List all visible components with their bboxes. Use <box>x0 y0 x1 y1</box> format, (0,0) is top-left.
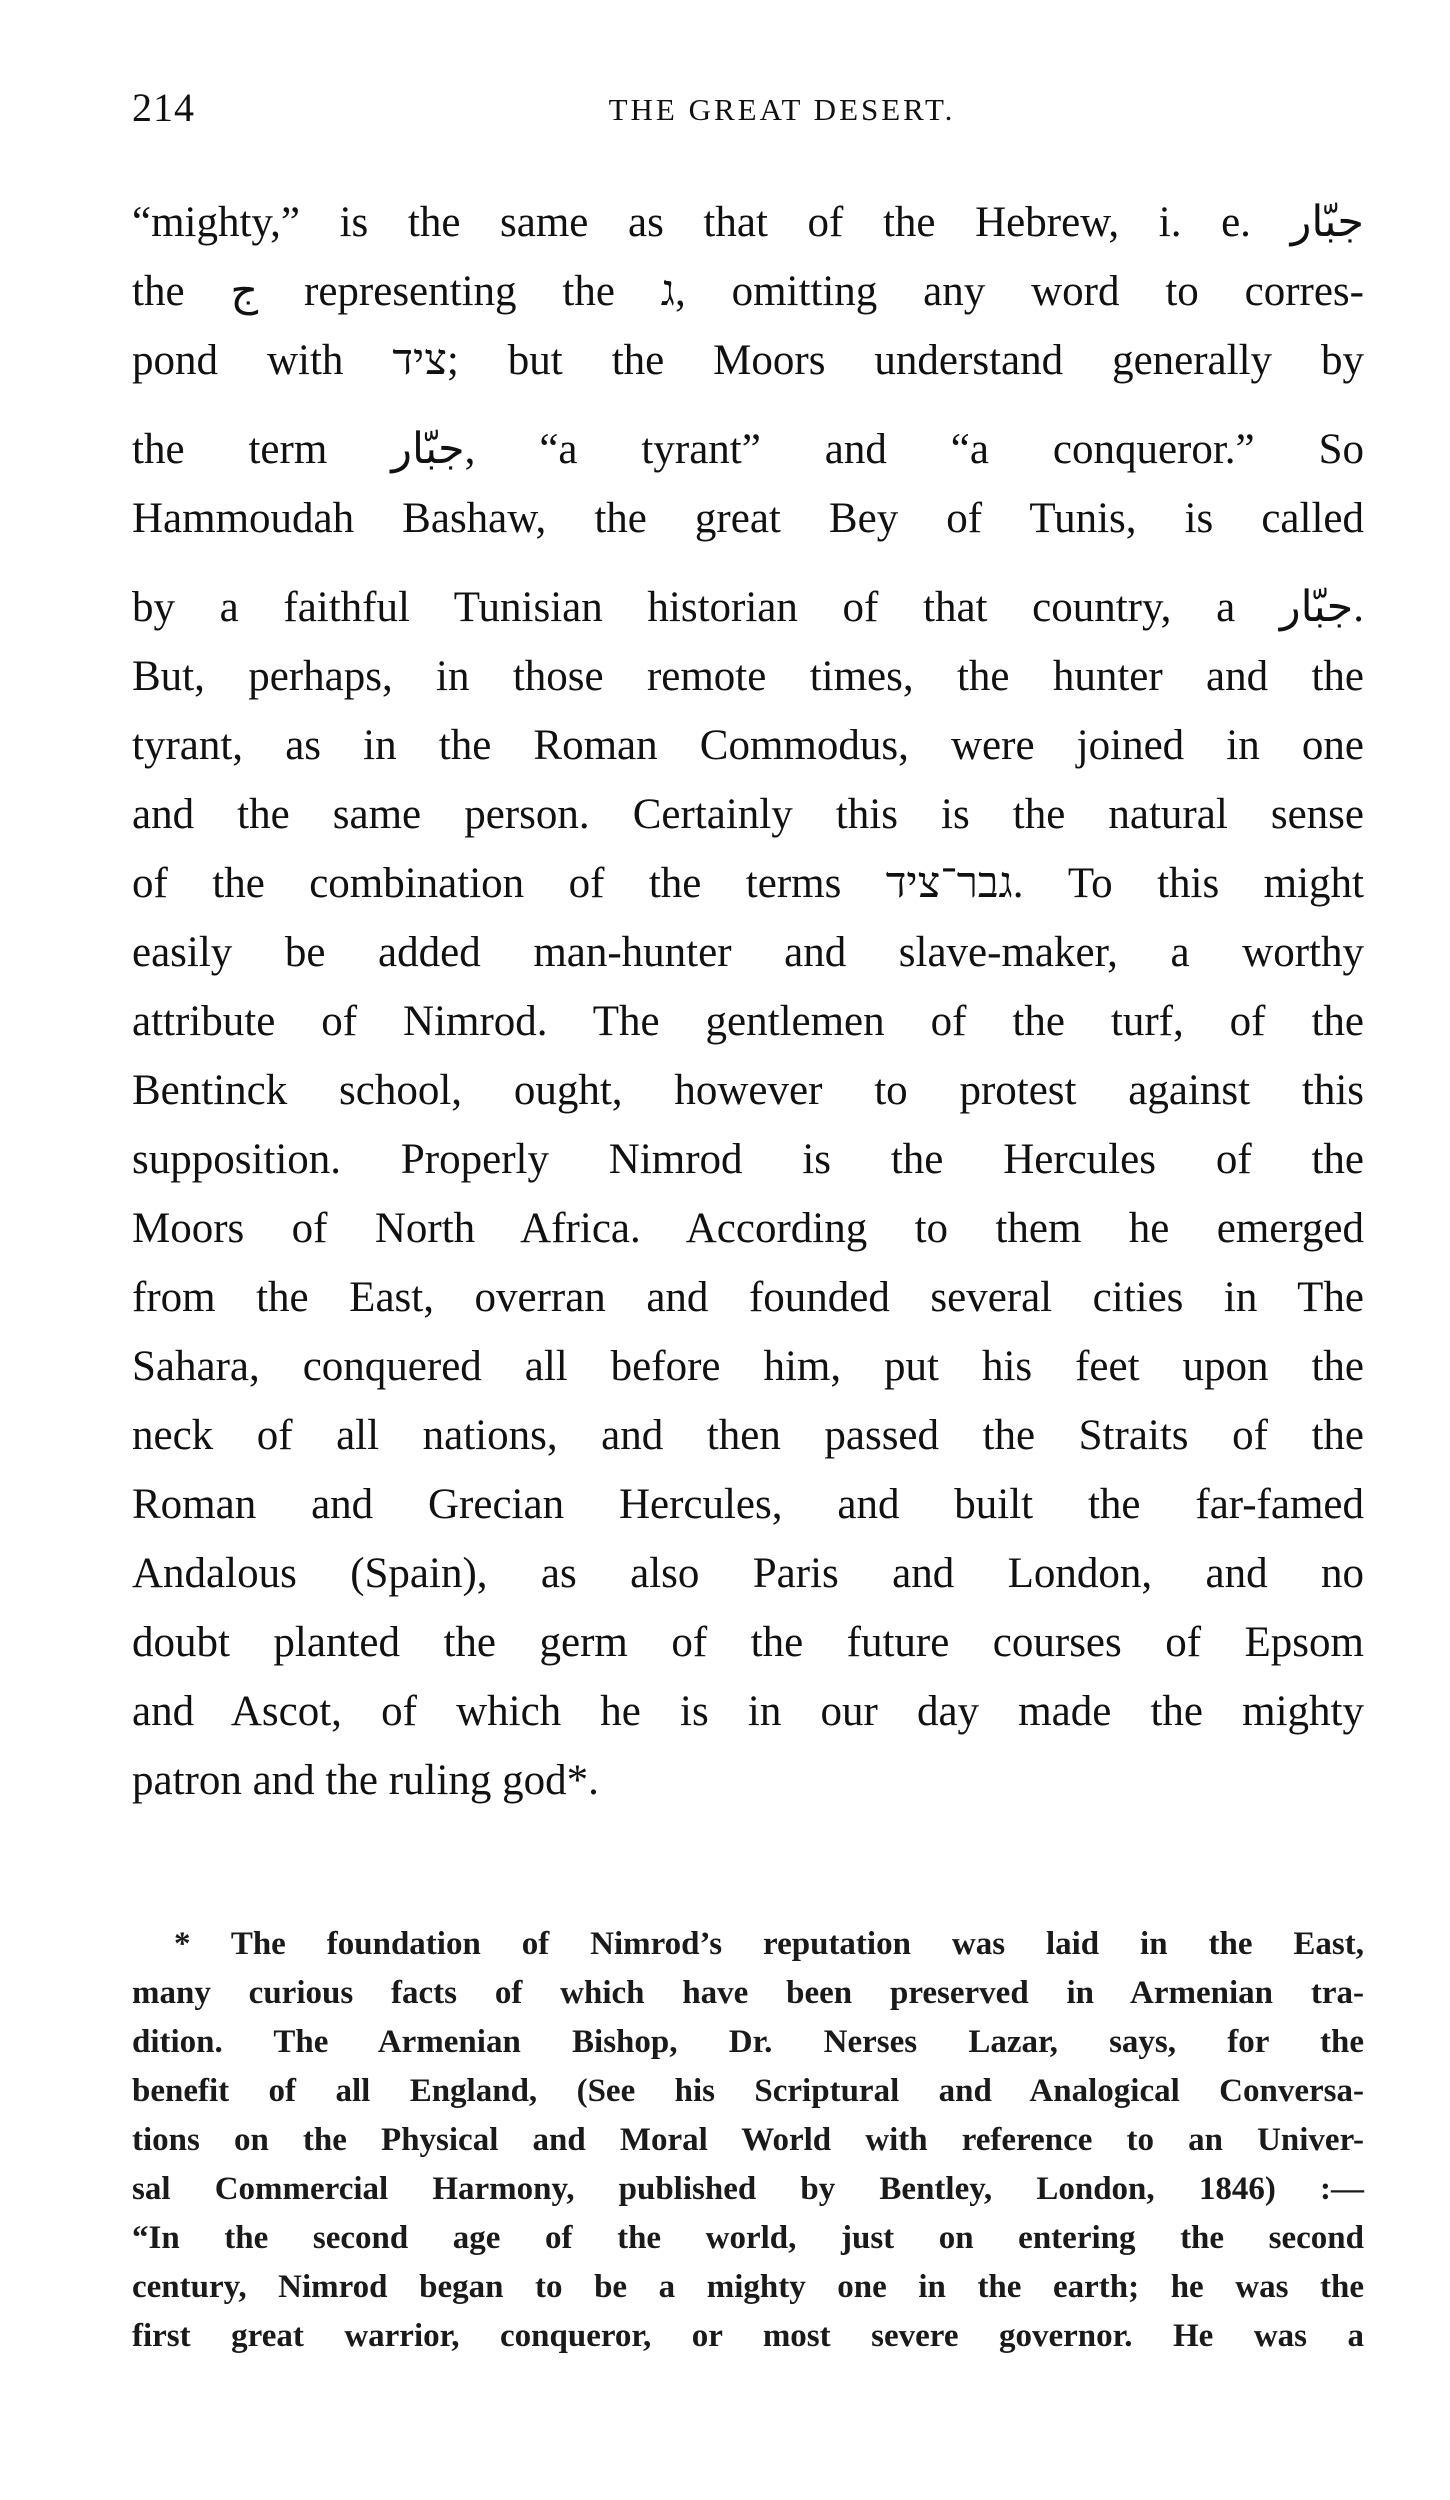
text-line: supposition. Properly Nimrod is the Hercules of the <box>132 1136 1364 1183</box>
text-line: neck of all nations, and then passed the Straits of the <box>132 1412 1364 1459</box>
footnote-line: * The foundation of Nimrod’s reputation was laid in the East, <box>174 1926 1364 1962</box>
text-line: the term جبّار, “a tyrant” and “a conqueror.” So <box>132 426 1364 473</box>
text-line: easily be added man-hunter and slave-maker, a worthy <box>132 929 1364 976</box>
footnote-line: dition. The Armenian Bishop, Dr. Nerses Lazar, says, for the <box>132 2024 1364 2060</box>
text-line: Roman and Grecian Hercules, and built the far-famed <box>132 1481 1364 1528</box>
footnote-line: “In the second age of the world, just on entering the second <box>132 2220 1364 2256</box>
footnote-line: first great warrior, conqueror, or most severe governor. He was a <box>132 2318 1364 2354</box>
text-line: pond with ציד; but the Moors understand generally by <box>132 337 1364 384</box>
text-line: Sahara, conquered all before him, put his feet upon the <box>132 1343 1364 1390</box>
text-line: by a faithful Tunisian historian of that country, a جبّار. <box>132 584 1364 631</box>
text-line: patron and the ruling god*. <box>132 1757 599 1804</box>
footnote-line: benefit of all England, (See his Scriptural and Analogical Conversa- <box>132 2073 1364 2109</box>
running-head: THE GREAT DESERT. <box>608 92 956 127</box>
text-line: and the same person. Certainly this is the natural sense <box>132 791 1364 838</box>
text-line: “mighty,” is the same as that of the Hebrew, i. e. جبّار <box>132 199 1364 246</box>
text-line: and Ascot, of which he is in our day made the mighty <box>132 1688 1364 1735</box>
text-line: But, perhaps, in those remote times, the hunter and the <box>132 653 1364 700</box>
page-number: 214 <box>132 85 195 130</box>
text-line: Hammoudah Bashaw, the great Bey of Tunis, is called <box>132 495 1364 542</box>
text-line: of the combination of the terms גבר־ציד. To this might <box>132 860 1364 907</box>
page-header <box>132 84 1362 134</box>
text-line: the ج representing the ג, omitting any word to corres- <box>132 268 1364 315</box>
text-line: attribute of Nimrod. The gentlemen of the turf, of the <box>132 998 1364 1045</box>
text-line: Moors of North Africa. According to them he emerged <box>132 1205 1364 1252</box>
text-line: tyrant, as in the Roman Commodus, were joined in one <box>132 722 1364 769</box>
footnote-line: many curious facts of which have been preserved in Armenian tra- <box>132 1975 1364 2011</box>
main-text <box>132 188 1364 1815</box>
text-line: doubt planted the germ of the future courses of Epsom <box>132 1619 1364 1666</box>
footnote-line: tions on the Physical and Moral World with reference to an Univer- <box>132 2122 1364 2158</box>
footnote-line: sal Commercial Harmony, published by Bentley, London, 1846) :— <box>132 2171 1364 2207</box>
footnote <box>132 1920 1364 2361</box>
text-line: Bentinck school, ought, however to protest against this <box>132 1067 1364 1114</box>
text-line: from the East, overran and founded several cities in The <box>132 1274 1364 1321</box>
text-line: Andalous (Spain), as also Paris and London, and no <box>132 1550 1364 1597</box>
footnote-line: century, Nimrod began to be a mighty one in the earth; he was the <box>132 2269 1364 2305</box>
